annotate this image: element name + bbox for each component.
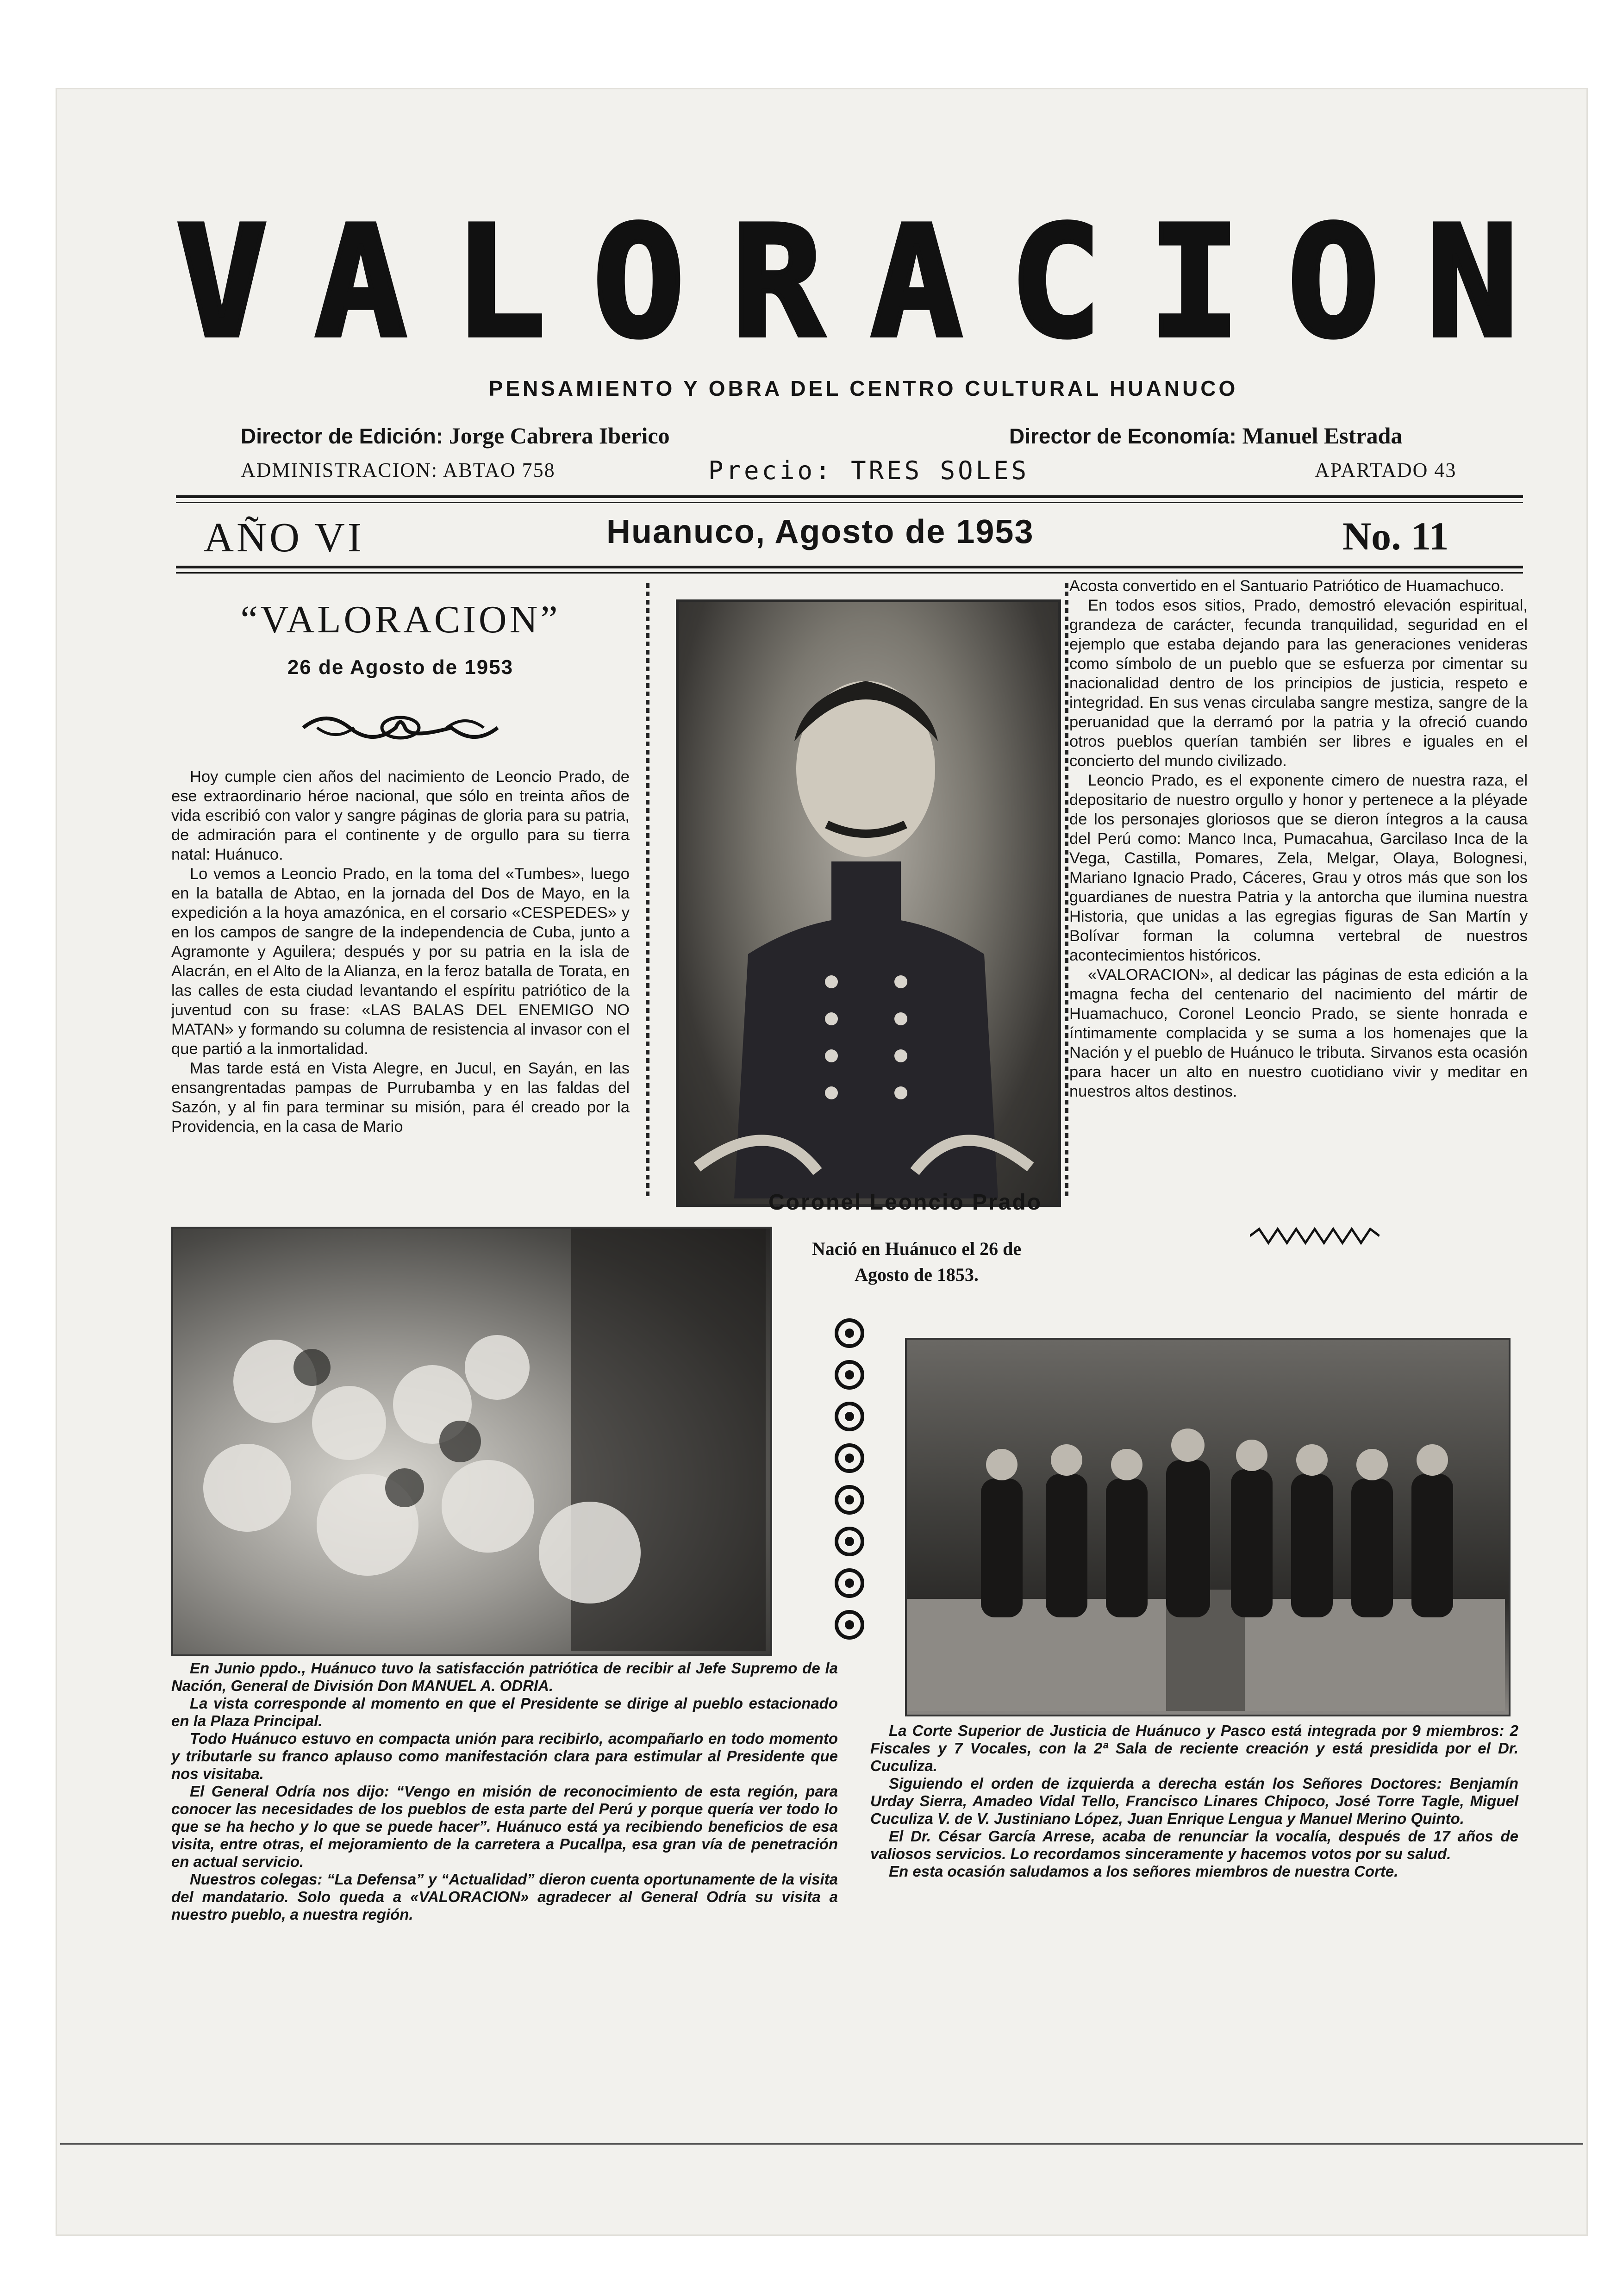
court-members-group-icon <box>907 1340 1505 1711</box>
masthead-subtitle: PENSAMIENTO Y OBRA DEL CENTRO CULTURAL HUANUCO <box>488 376 1238 400</box>
director-edicion <box>241 422 670 449</box>
column-divider-right <box>1065 583 1068 1199</box>
article-paragraph: «VALORACION», al dedicar las páginas de esta edición a la magna fecha del centenario del nacimiento del mártir de Huamachuco, Coronel Leoncio Prado, se siente honrada e íntimamente complacida y se suma a los homenajes que la Nación y el pueblo de Huánuco le tributa. Sirvanos esta ocasión para hacer un alto en nuestro cuotidiano vivir y meditar en nuestros altos destinos. <box>1069 966 1528 1100</box>
scroll-ornament-icon <box>299 707 502 749</box>
caption-paragraph: La vista corresponde al momento en que el Presidente se dirige al pueblo estacionado en la Plaza Principal. <box>171 1695 838 1729</box>
director-economia <box>1009 422 1402 449</box>
caption-paragraph: En Junio ppdo., Huánuco tuvo la satisfacción patriótica de recibir al Jefe Supremo de la Nación, General de División Don MANUEL A. ODRIA. <box>171 1660 838 1694</box>
masthead-title <box>176 193 1518 371</box>
masthead-letter: I <box>1148 193 1241 371</box>
issue-number: No. 11 <box>1342 514 1449 558</box>
masthead-letter: C <box>1009 193 1102 371</box>
director-economia-name: Manuel Estrada <box>1242 423 1403 449</box>
zigzag-ornament-icon <box>1250 1227 1380 1245</box>
masthead-letter: O <box>1287 193 1380 371</box>
portrait-caption-name: Coronel Leoncio Prado <box>768 1190 1042 1215</box>
precio: Precio: TRES SOLES <box>708 456 1030 485</box>
caption-superior-court <box>870 1722 1518 1880</box>
masthead-rule-top-thin <box>176 502 1523 503</box>
article-paragraph: Mas tarde está en Vista Alegre, en Jucul, en Sayán, en las ensangrentadas pampas de Purrubamba y en las faldas del Sazón, y al fin para terminar su misión, para él creado por la Providencia, en la casa de Mario <box>171 1060 630 1136</box>
masthead-letter: A <box>870 193 963 371</box>
photo-superior-court <box>905 1338 1511 1716</box>
caption-paragraph: En esta ocasión saludamos a los señores miembros de nuestra Corte. <box>889 1863 1398 1880</box>
caption-paragraph: Nuestros colegas: “La Defensa” y “Actualidad” dieron cuenta oportunamente de la visita del mandatario. Solo queda a «VALORACION» agradecer al General Odría su visita a nuestro pueblo, a nuestra región. <box>171 1871 838 1923</box>
crowd-scene-icon <box>173 1229 767 1651</box>
article-date: 26 de Agosto de 1953 <box>287 656 514 679</box>
director-economia-label: Director de Economía: <box>1009 424 1236 448</box>
issue-year: AÑO VI <box>204 515 364 561</box>
article-paragraph: Hoy cumple cien años del nacimiento de Leoncio Prado, de ese extraordinario héroe nacional, que sólo en treinta años de vida escribió con valor y sangre páginas de gloria para su patria, de admiración para el continente y de orgullo para su tierra natal: Huánuco. <box>171 768 630 863</box>
caption-presidential-visit <box>171 1660 838 1923</box>
masthead-letter: R <box>731 193 824 371</box>
portrait-photo <box>676 599 1061 1207</box>
apartado: APARTADO 43 <box>1315 459 1457 481</box>
chain-ornament-icon <box>829 1310 870 1653</box>
masthead-letter: N <box>1426 193 1518 371</box>
caption-paragraph: La Corte Superior de Justicia de Huánuco y Pasco está integrada por 9 miembros: 2 Fiscales y 7 Vocales, con la 2ª Sala de reciente creación y está presidida por el Dr. Cuculiza. <box>870 1722 1518 1774</box>
caption-paragraph: El General Odría nos dijo: “Vengo en misión de reconocimiento de esta región, para conocer las necesidades de los pueblos de esta parte del Perú y porque quería ver todo lo que se ha hecho y lo que se puede hacer”. Huánuco está ya recibiendo beneficios de esa visita, entre otras, el mejoramiento de la carretera a Pucallpa, esa gran vía de penetración en actual servicio. <box>171 1783 838 1870</box>
photo-presidential-visit <box>171 1227 772 1656</box>
portrait-figure-icon <box>679 602 1053 1198</box>
administracion: ADMINISTRACION: ABTAO 758 <box>241 459 556 481</box>
issue-rule-bottom-thin <box>176 572 1523 574</box>
article-paragraph: Leoncio Prado, es el exponente cimero de nuestra raza, el depositario de nuestro orgullo y honor y pertenece a la pléyade de los personajes gloriosos que se dieron íntegros a la causa del Perú como: Manco Inca, Pumacahua, Garcilaso Inca de la Vega, Castilla, Pomares, Zela, Melgar, Olaya, Bolognesi, Mariano Ignacio Prado, Cáceres, Grau y otros más que son los guardianes de nuestra Patria y la antorcha que ilumina nuestra Historia, que unidas a las egregias figuras de San Martín y Bolívar forman la columna vertebral de nuestros acontecimientos históricos. <box>1069 772 1528 964</box>
director-edicion-name: Jorge Cabrera Iberico <box>449 423 670 449</box>
caption-paragraph: Siguiendo el orden de izquierda a derecha están los Señores Doctores: Benjamín Urday Sierra, Amadeo Vidal Tello, Francisco Linares Chipoco, José Torre Tagle, Miguel Cuculiza V. de V. Justiniano López, Juan Enrique Lengua y Manuel Merino Quinto. <box>870 1775 1518 1827</box>
article-title: “VALORACION” <box>240 598 561 641</box>
masthead-letter: L <box>454 193 546 371</box>
caption-paragraph: Todo Huánuco estuvo en compacta unión para recibirlo, acompañarlo en todo momento y tributarle su franco aplauso como manifestación clara para estimular al Presidente que nos visitaba. <box>171 1730 838 1782</box>
article-paragraph: Lo vemos a Leoncio Prado, en la toma del «Tumbes», luego en la batalla de Abtao, en la jornada del Dos de Mayo, en la expedición a la hoya amazónica, en el corsario «CESPEDES» y en los campos de sangre de la independencia de Cuba, junto a Agramonte y Aguilera; después y por su patria en la isla de Alacrán, en el Alto de la Alianza, en la feroz batalla de Torata, en las calles de esta ciudad levantando el espíritu patriótico de la juventud con su frase: «LAS BALAS DEL ENEMIGO NO MATAN» y formando su columna de resistencia al invasor con el que partió a la inmortalidad. <box>171 865 630 1058</box>
article-paragraph: En todos esos sitios, Prado, demostró elevación espiritual, grandeza de carácter, fecunda tranquilidad, seguridad en el ejemplo que estaba dejando para las generaciones venideras como símbolo de un pueblo que se esfuerza por cimentar su nacionalidad dentro de los principios de justicia, respeto e integridad. En sus venas circulaba sangre mestiza, sangre de la peruanidad que la derramó por la patria y la ofreció cuando otros pueblos querían también ser libres e iguales en el concierto del mundo civilizado. <box>1069 597 1528 770</box>
masthead-letter: V <box>176 193 268 371</box>
right-article <box>1069 576 1528 1101</box>
director-edicion-label: Director de Edición: <box>241 424 443 448</box>
issue-place-date: Huanuco, Agosto de 1953 <box>606 513 1034 550</box>
masthead-letter: A <box>315 193 407 371</box>
masthead-rule-top <box>176 495 1523 498</box>
portrait-caption-born: Nació en Huánuco el 26 de Agosto de 1853. <box>812 1238 1022 1285</box>
issue-rule-bottom <box>176 566 1523 568</box>
article-paragraph: Acosta convertido en el Santuario Patriótico de Huamachuco. <box>1069 577 1504 595</box>
caption-paragraph: El Dr. César García Arrese, acaba de renunciar la vocalía, después de 17 años de valiosos servicios. Lo recordamos sinceramente y hacemos votos por su salud. <box>870 1828 1518 1862</box>
masthead-letter: O <box>593 193 685 371</box>
page-bottom-rule <box>60 2143 1583 2145</box>
left-article <box>171 583 630 1136</box>
column-divider-left <box>646 583 649 1199</box>
